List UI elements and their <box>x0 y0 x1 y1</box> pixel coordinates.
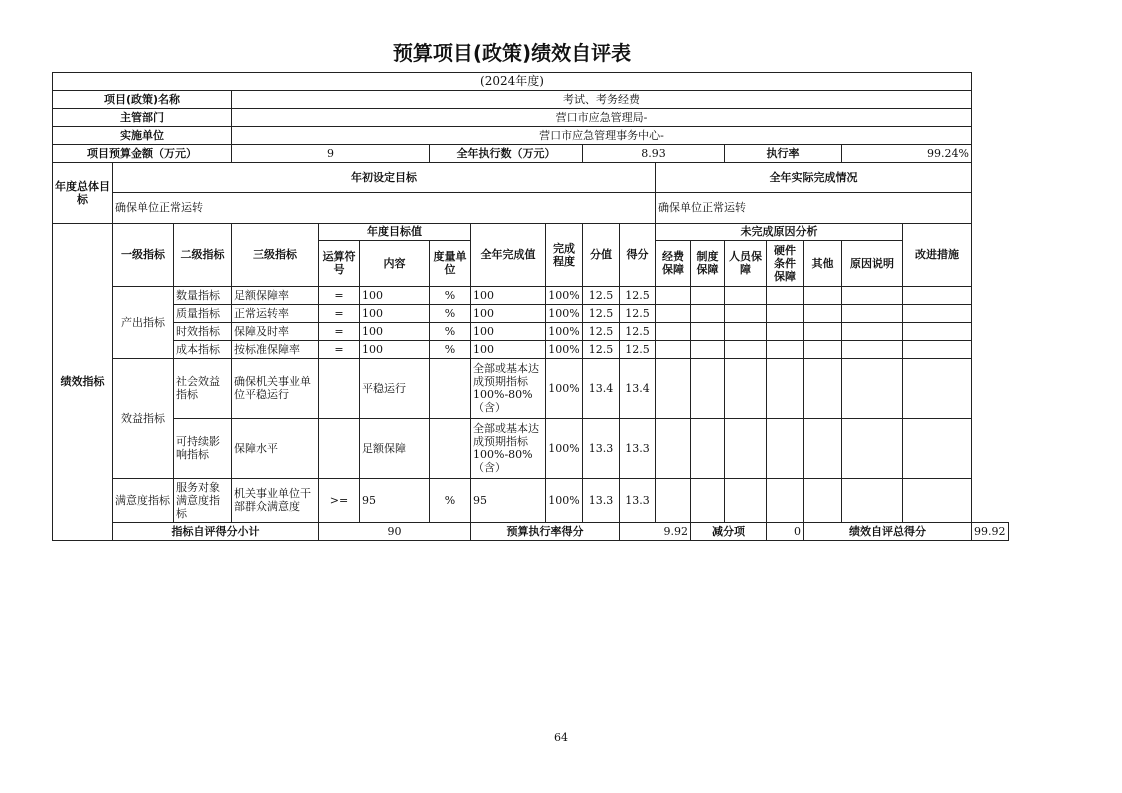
output-indicator-label: 产出指标 <box>113 286 174 358</box>
table-cell-degree: 100% <box>546 322 583 340</box>
table-cell-actual: 100 <box>471 304 546 322</box>
year-subtitle: (2024年度) <box>53 72 972 90</box>
header-score-value: 分值 <box>583 223 620 286</box>
table-cell-score-value: 13.3 <box>583 478 620 522</box>
total-value: 99.92 <box>972 522 1009 540</box>
table-cell-unit: % <box>430 304 471 322</box>
header-reason-note: 原因说明 <box>842 240 903 286</box>
table-cell-l2: 社会效益指标 <box>174 358 232 418</box>
table-cell-l3: 确保机关事业单位平稳运行 <box>232 358 319 418</box>
table-cell-op <box>319 418 360 478</box>
table-cell-l3: 按标准保障率 <box>232 340 319 358</box>
table-cell-actual: 100 <box>471 286 546 304</box>
header-reason-staff: 人员保障 <box>725 240 767 286</box>
header-reason-system: 制度保障 <box>691 240 725 286</box>
table-cell-content: 足额保障 <box>360 418 430 478</box>
header-op: 运算符号 <box>319 240 360 286</box>
annual-goal-label: 年度总体目标 <box>53 162 113 223</box>
table-cell-op: = <box>319 322 360 340</box>
header-actual: 全年完成值 <box>471 223 546 286</box>
header-unit: 度量单位 <box>430 240 471 286</box>
budget-score-label: 预算执行率得分 <box>471 522 620 540</box>
table-cell-degree: 100% <box>546 478 583 522</box>
table-cell-score-value: 13.3 <box>583 418 620 478</box>
table-cell-degree: 100% <box>546 340 583 358</box>
budget-score-value: 9.92 <box>620 522 691 540</box>
table-cell-l2: 数量指标 <box>174 286 232 304</box>
table-cell-op: = <box>319 340 360 358</box>
table-cell-l2: 服务对象满意度指标 <box>174 478 232 522</box>
impl-label: 实施单位 <box>53 126 232 144</box>
goal-done-text: 确保单位正常运转 <box>656 192 972 223</box>
table-cell-op <box>319 358 360 418</box>
table-cell-score-value: 13.4 <box>583 358 620 418</box>
total-label: 绩效自评总得分 <box>804 522 972 540</box>
header-degree: 完成程度 <box>546 223 583 286</box>
subtotal-label: 指标自评得分小计 <box>113 522 319 540</box>
table-cell-unit <box>430 358 471 418</box>
budget-label: 项目预算金额（万元） <box>53 144 232 162</box>
header-score: 得分 <box>620 223 656 286</box>
table-cell-score: 13.4 <box>620 358 656 418</box>
table-cell-l2: 时效指标 <box>174 322 232 340</box>
satisfaction-indicator-label: 满意度指标 <box>113 478 174 522</box>
table-cell-l3: 足额保障率 <box>232 286 319 304</box>
table-cell-l3: 保障水平 <box>232 418 319 478</box>
header-content: 内容 <box>360 240 430 286</box>
table-cell-l3: 保障及时率 <box>232 322 319 340</box>
table-cell-op: >= <box>319 478 360 522</box>
table-cell-content: 平稳运行 <box>360 358 430 418</box>
table-cell-content: 100 <box>360 304 430 322</box>
table-cell-score-value: 12.5 <box>583 286 620 304</box>
page-number: 64 <box>554 731 568 744</box>
header-improve: 改进措施 <box>903 223 972 286</box>
impl: 营口市应急管理事务中心- <box>232 126 972 144</box>
dept: 营口市应急管理局- <box>232 108 972 126</box>
table-cell-score-value: 12.5 <box>583 304 620 322</box>
performance-evaluation-table <box>52 36 1009 541</box>
deduct-label: 减分项 <box>691 522 767 540</box>
header-l3: 三级指标 <box>232 223 319 286</box>
rate-label: 执行率 <box>725 144 842 162</box>
table-cell-l2: 可持续影响指标 <box>174 418 232 478</box>
table-cell-l3: 机关事业单位干部群众满意度 <box>232 478 319 522</box>
table-cell-actual: 全部或基本达成预期指标100%-80%（含） <box>471 418 546 478</box>
exec-label: 全年执行数（万元） <box>430 144 583 162</box>
goal-done-label: 全年实际完成情况 <box>656 162 972 192</box>
table-cell-op: = <box>319 304 360 322</box>
subtotal-value: 90 <box>319 522 471 540</box>
table-cell-content: 95 <box>360 478 430 522</box>
goal-set-text: 确保单位正常运转 <box>113 192 656 223</box>
deduct-value: 0 <box>767 522 804 540</box>
table-cell-degree: 100% <box>546 304 583 322</box>
table-cell-content: 100 <box>360 340 430 358</box>
exec-value: 8.93 <box>583 144 725 162</box>
table-cell-content: 100 <box>360 322 430 340</box>
table-cell-degree: 100% <box>546 418 583 478</box>
table-cell-score: 13.3 <box>620 478 656 522</box>
table-cell-unit: % <box>430 286 471 304</box>
table-cell-score-value: 12.5 <box>583 340 620 358</box>
benefit-indicator-label: 效益指标 <box>113 358 174 478</box>
perf-indicator-label: 绩效指标 <box>53 223 113 540</box>
table-cell-actual: 95 <box>471 478 546 522</box>
table-title: 预算项目(政策)绩效自评表 <box>392 41 632 66</box>
rate-value: 99.24% <box>842 144 972 162</box>
table-cell-actual: 100 <box>471 322 546 340</box>
table-cell-score-value: 12.5 <box>583 322 620 340</box>
budget-value: 9 <box>232 144 430 162</box>
table-cell-degree: 100% <box>546 358 583 418</box>
header-reason-funding: 经费保障 <box>656 240 691 286</box>
table-cell-l2: 质量指标 <box>174 304 232 322</box>
table-cell-degree: 100% <box>546 286 583 304</box>
project-name-label: 项目(政策)名称 <box>53 90 232 108</box>
table-cell-unit: % <box>430 340 471 358</box>
project-name: 考试、考务经费 <box>232 90 972 108</box>
table-cell-unit: % <box>430 322 471 340</box>
dept-label: 主管部门 <box>53 108 232 126</box>
header-reason-other: 其他 <box>804 240 842 286</box>
table-cell-actual: 全部或基本达成预期指标100%-80%（含） <box>471 358 546 418</box>
table-cell-score: 12.5 <box>620 286 656 304</box>
table-cell-l3: 正常运转率 <box>232 304 319 322</box>
table-cell-unit <box>430 418 471 478</box>
header-target: 年度目标值 <box>319 223 471 240</box>
goal-set-label: 年初设定目标 <box>113 162 656 192</box>
table-cell-score: 12.5 <box>620 322 656 340</box>
table-cell-l2: 成本指标 <box>174 340 232 358</box>
table-cell-actual: 100 <box>471 340 546 358</box>
header-l2: 二级指标 <box>174 223 232 286</box>
table-cell-unit: % <box>430 478 471 522</box>
table-cell-content: 100 <box>360 286 430 304</box>
header-reason: 未完成原因分析 <box>656 223 903 240</box>
table-cell-score: 12.5 <box>620 340 656 358</box>
table-cell-score: 13.3 <box>620 418 656 478</box>
header-reason-hardware: 硬件条件保障 <box>767 240 804 286</box>
header-l1: 一级指标 <box>113 223 174 286</box>
table-cell-score: 12.5 <box>620 304 656 322</box>
table-cell-op: = <box>319 286 360 304</box>
